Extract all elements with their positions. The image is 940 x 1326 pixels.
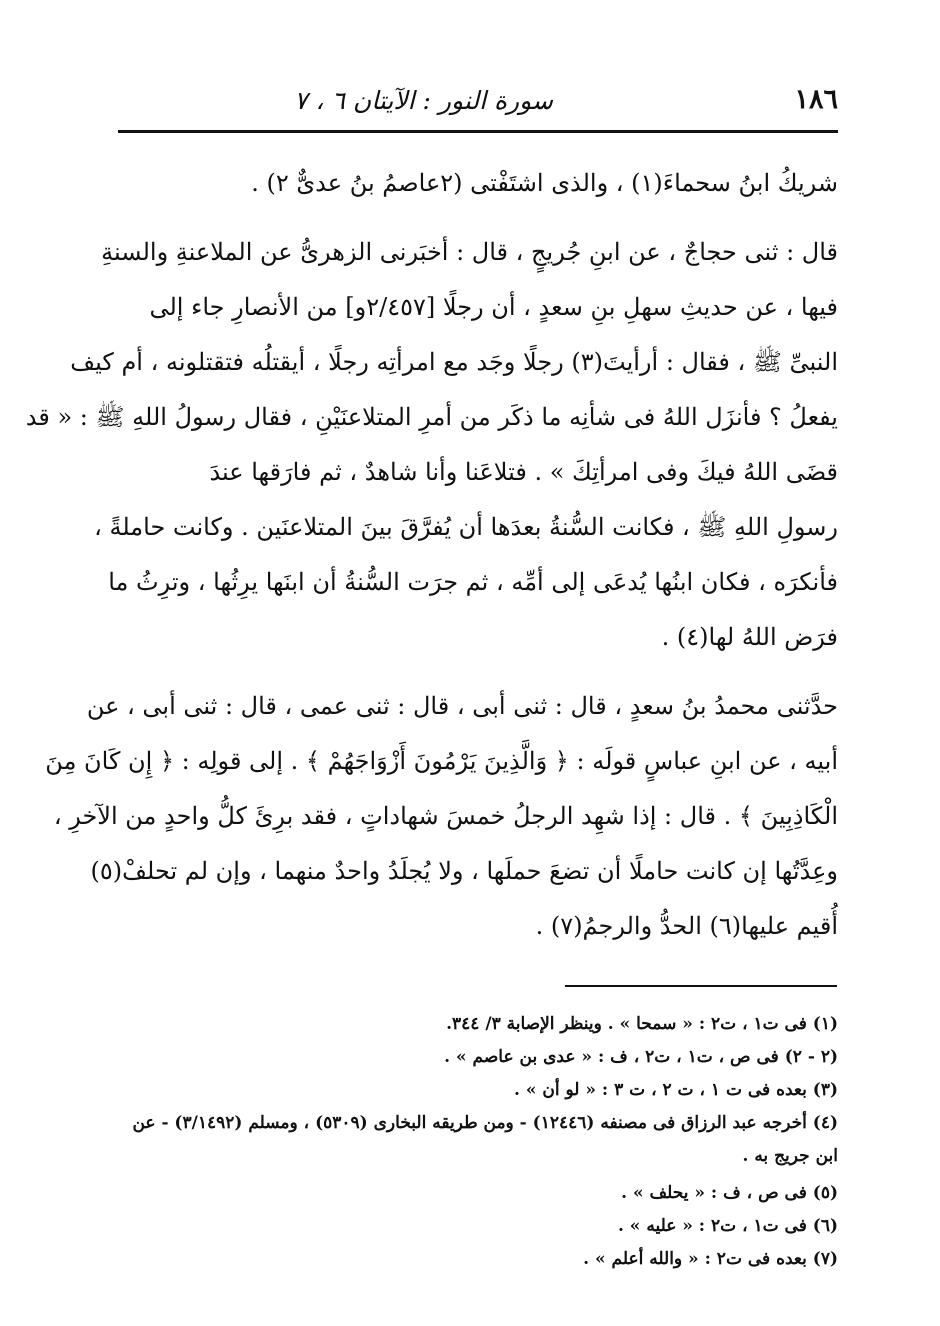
footnote: (٤) أخرجه عبد الرزاق فى مصنفه (١٢٤٤٦) - ومن طريقه البخارى (٥٣٠٩) ، ومسلم (٣/١٤٩٢) - عن xyxy=(132,1113,838,1133)
paragraph-gap xyxy=(116,665,838,679)
text-line: الْكَاذِبِينَ ﴾ . قال : إذا شهِد الرجلُ خمسَ شهاداتٍ ، فقد برِئَ كلُّ واحدٍ من الآخرِ ، xyxy=(53,802,838,830)
text-line: قال : ثنى حجاجٌ ، عن ابنِ جُريجٍ ، قال : أخبَرنى الزهرىُّ عن الملاعنةِ والسنةِ xyxy=(101,238,838,266)
text-line: أُقيم عليها(٦) الحدُّ والرجمُ(٧) . xyxy=(535,912,838,940)
footnote-continuation: ابن جريج به . xyxy=(742,1146,838,1166)
text-line: فيها ، عن حديثِ سهلِ بنِ سعدٍ ، أن رجلًا [٢/٤٥٧و] من الأنصارِ جاء إلى xyxy=(149,293,838,321)
text-line: النبىِّ ﷺ ، فقال : أرأيتَ(٣) رجلًا وجَد مع امرأتِه رجلًا ، أيقتلُه فتقتلونه ، أم كيف xyxy=(70,348,838,376)
running-header xyxy=(118,82,838,124)
text-line: وعِدَّتُها إن كانت حاملًا أن تضعَ حملَها ، ولا يُجلَدُ واحدٌ منهما ، وإن لم تحلفْ(٥) xyxy=(90,857,838,885)
text-line: قضَى اللهُ فيكَ وفى امرأتِكَ » . فتلاعَنا وأنا شاهدٌ ، ثم فارَقها عندَ xyxy=(209,458,838,486)
footnote: (٧) بعده فى ت٢ : « والله أعلم » . xyxy=(583,1249,838,1269)
footnote: (٣) بعده فى ت ١ ، ت ٢ ، ت ٣ : « لو أن » . xyxy=(513,1080,838,1100)
footnote: (٢ - ٢) فى ص ، ت١ ، ت٢ ، ف : « عدى بن عاصم » . xyxy=(444,1047,838,1067)
header-title: سورة النور : الآيتان ٦ ، ٧ xyxy=(294,86,553,115)
footnote: (٥) فى ص ، ف : « يحلف » . xyxy=(621,1183,838,1203)
text-line: يفعلُ ؟ فأنزَل اللهُ فى شأنِه ما ذكَر من أمرِ المتلاعنَيْنِ ، فقال رسولُ اللهِ ﷺ : « قد xyxy=(25,403,838,431)
footnotes xyxy=(118,1008,838,1276)
text-line: أبيه ، عن ابنِ عباسٍ قولَه : ﴿ وَالَّذِينَ يَرْمُونَ أَزْوَاجَهُمْ ﴾ . إلى قولِه : ﴿ إِن كَانَ مِنَ xyxy=(45,747,838,775)
text-line: شريكُ ابنُ سحماءَ(١) ، والذى اشتَفْتى (٢عاصمُ بنُ عدىٌّ ٢) . xyxy=(251,169,838,197)
text-line: حدَّثنى محمدُ بنُ سعدٍ ، قال : ثنى أبى ، قال : ثنى عمى ، قال : ثنى أبى ، عن xyxy=(86,692,838,720)
text-line: فرَض اللهُ لها(٤) . xyxy=(661,623,838,651)
text-line: فأنكرَه ، فكان ابنُها يُدعَى إلى أمِّه ، ثم جرَت السُّنةُ أن ابنَها يرِثُها ، وترِثُ ما xyxy=(108,568,838,596)
text-line: رسولِ اللهِ ﷺ ، فكانت السُّنةُ بعدَها أن يُفرَّقَ بينَ المتلاعنَين . وكانت حاملةً ، xyxy=(94,513,838,541)
footnote-divider xyxy=(565,985,837,987)
header-divider xyxy=(118,130,838,133)
footnote: (١) فى ت١ ، ت٢ : « سمحا » . وينظر الإصابة ٣/ ٣٤٤. xyxy=(446,1014,838,1034)
main-text xyxy=(25,156,838,954)
paragraph-gap xyxy=(116,211,838,225)
footnote: (٦) فى ت١ ، ت٢ : « عليه » . xyxy=(617,1216,838,1236)
page-number: ١٨٦ xyxy=(794,84,838,115)
